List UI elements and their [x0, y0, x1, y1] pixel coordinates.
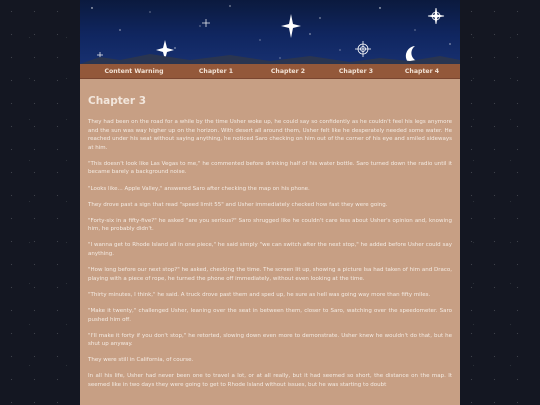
paragraph: "How long before our next stop?" he asked, checking the time. The screen lit up, showing a picture Isa had taken of him and Draco, playing with a piece of rope, he turned the phone off immediately, without even looking at the time. [88, 267, 452, 282]
paragraph: "Make it twenty," challenged Usher, leaning over the seat in between them, closer to Saro, watching over the speedometer. Saro pushed him off. [88, 307, 452, 323]
chapter-content [80, 95, 460, 390]
night-sky-illustration [80, 0, 460, 64]
paragraph: "I'll make it forty if you don't stop," he retorted, slowing down even more to demonstrate. Usher knew he wouldn't do that, but he shut up anyway. [88, 332, 452, 348]
nav-chapter-1[interactable]: Chapter 1 [198, 67, 234, 75]
paragraph: They drove past a sign that read "speed limit 55" and Usher immediately checked how fast they were going. [88, 201, 388, 208]
paragraph: They were still in California, of course. [88, 357, 194, 364]
compass-star-icon [428, 8, 444, 24]
star-icon [281, 14, 301, 38]
compass-star-icon [355, 41, 371, 57]
chapter-navigation [80, 64, 460, 79]
nav-chapter-3[interactable]: Chapter 3 [338, 67, 374, 75]
paragraph: "Forty-six in a fifty-five?" he asked "are you serious?" Saro shrugged like he couldn't care less about Usher's opinion and, knowing him, he probably didn't. [88, 217, 452, 233]
paragraph: "Thirty minutes, I think," he said. A truck drove past them and sped up, he sure as hell was going way more than fifty miles. [88, 291, 431, 298]
chapter-title: Chapter 3 [88, 95, 147, 107]
nav-chapter-2[interactable]: Chapter 2 [270, 67, 306, 75]
paragraph: They had been on the road for a while by the time Usher woke up, he could say so confidently as he couldn't feel his legs anymore and the sun was way higher up on the horizon. With desert all around them, Usher felt like he desperately needed some water. He reached under his seat without saying anything, he noticed Saro checking on him out of the corner of his eye and smiled sideways at him. [88, 119, 452, 151]
paragraph: In all his life, Usher had never been one to travel a lot, or at all really, but it had seemed so short, the distance on the map. It seemed like in two days they were going to get to Rhode Island without issues, but he was starting to doubt [88, 373, 452, 388]
nav-content-warning[interactable]: Content Warning [104, 67, 164, 75]
paragraph: "This doesn't look like Las Vegas to me," he commented before drinking half of his water bottle. Saro turned down the radio until it became barely a background noise. [88, 160, 452, 176]
nav-chapter-4[interactable]: Chapter 4 [404, 67, 440, 75]
paragraph: "Looks like... Apple Valley," answered Saro after checking the map on his phone. [88, 185, 310, 192]
paragraph: "I wanna get to Rhode Island all in one piece," he said simply "we can switch after the next stop," he added before Usher could say anything. [88, 242, 452, 258]
night-sky-banner [80, 0, 460, 64]
page-container [80, 0, 460, 405]
sparkle-icon [97, 19, 210, 58]
